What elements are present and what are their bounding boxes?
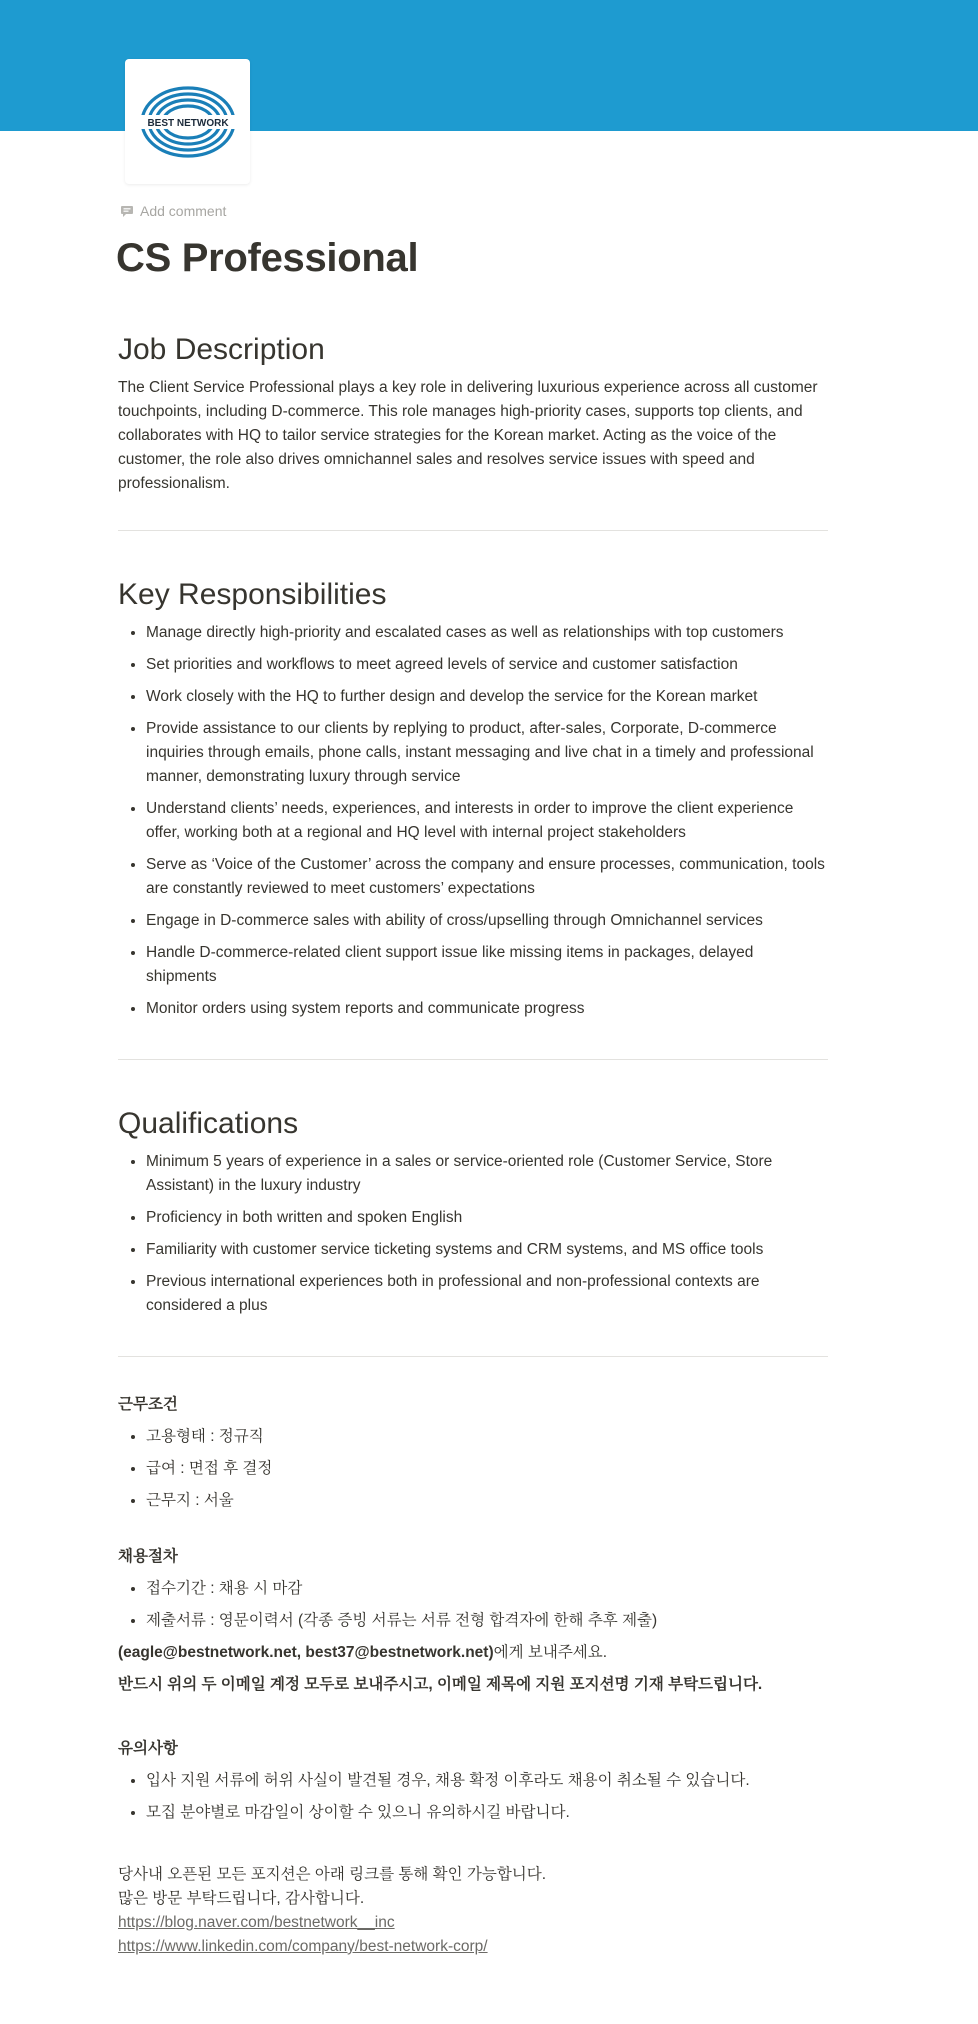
list-item: • Serve as ‘Voice of the Customer’ across the company and ensure processes, communication, tools are constantly reviewed to meet customers’ expectations [146,853,826,901]
responsibilities-section [118,577,826,1021]
process-section [118,1545,826,1697]
add-comment-label: Add comment [140,203,227,219]
footer-section [118,1863,826,1959]
qualifications-heading: Qualifications [118,1107,299,1140]
email-instruction [118,1641,826,1665]
logo-text: BEST NETWORK [146,117,229,129]
list-item: • Monitor orders using system reports and communicate progress [146,997,826,1021]
job-description-text: The Client Service Professional plays a key role in delivering luxurious experience across all customer touchpoints, including D-commerce. This role manages high-priority cases, supports top clients, and collaborates with HQ to tailor service strategies for the Korean market. Acting as the voice of the customer, the role also drives omnichannel sales and resolves service issues with speed and professionalism. [118,379,818,492]
list-item: • 입사 지원 서류에 허위 사실이 발견될 경우, 채용 확정 이후라도 채용이 취소될 수 있습니다. [146,1769,826,1793]
list-item: • Familiarity with customer service ticketing systems and CRM systems, and MS office tools [146,1238,826,1262]
qualifications-list [118,1150,826,1318]
add-comment-button[interactable] [120,203,226,219]
notes-heading: 유의사항 [118,1740,178,1757]
qualifications-section [118,1106,826,1318]
list-item: • Previous international experiences both in professional and non-professional contexts are considered a plus [146,1270,826,1318]
notes-list [118,1769,826,1825]
list-item: • 근무지 : 서울 [146,1489,826,1513]
company-logo [125,59,250,184]
notes-section [118,1737,826,1825]
job-description-heading: Job Description [118,333,325,366]
linkedin-link[interactable]: https://www.linkedin.com/company/best-network-corp/ [118,1938,488,1955]
footer-line-2: 많은 방문 부탁드립니다, 감사합니다. [118,1890,365,1907]
email-instruction-suffix: 에게 보내주세요. [493,1644,608,1661]
page-content [118,332,826,1959]
list-item: • Work closely with the HQ to further design and develop the service for the Korean market [146,685,826,709]
list-item: • Minimum 5 years of experience in a sales or service-oriented role (Customer Service, Store Assistant) in the luxury industry [146,1150,826,1198]
divider [118,1356,828,1357]
conditions-section [118,1393,826,1513]
list-item: • 제출서류 : 영문이력서 (각종 증빙 서류는 서류 전형 합격자에 한해 추후 제출) [146,1609,826,1633]
list-item: • 모집 분야별로 마감일이 상이할 수 있으니 유의하시길 바랍니다. [146,1801,826,1825]
list-item: • Engage in D-commerce sales with ability of cross/upselling through Omnichannel services [146,909,826,933]
email-notice: 반드시 위의 두 이메일 계정 모두로 보내주시고, 이메일 제목에 지원 포지션명 기재 부탁드립니다. [118,1676,763,1693]
footer-line-1: 당사내 오픈된 모든 포지션은 아래 링크를 통해 확인 가능합니다. [118,1866,547,1883]
responsibilities-heading: Key Responsibilities [118,578,387,611]
job-description-section [118,332,826,496]
list-item: • 접수기간 : 채용 시 마감 [146,1577,826,1601]
list-item: • Understand clients’ needs, experiences, and interests in order to improve the client experience offer, working both at a regional and HQ level with internal project stakeholders [146,797,826,845]
best-network-logo-icon [138,84,238,160]
list-item: • 고용형태 : 정규직 [146,1425,826,1449]
process-list [118,1577,826,1633]
list-item: • Provide assistance to our clients by replying to product, after-sales, Corporate, D-commerce inquiries through emails, phone calls, instant messaging and live chat in a timely and professional manner, demonstrating luxury through service [146,717,826,789]
process-heading: 채용절차 [118,1548,178,1565]
conditions-heading: 근무조건 [118,1396,178,1413]
list-item: • Proficiency in both written and spoken English [146,1206,826,1230]
page-title: CS Professional [116,236,419,280]
comment-icon [120,205,134,218]
list-item: • Manage directly high-priority and escalated cases as well as relationships with top customers [146,621,826,645]
naver-blog-link[interactable]: https://blog.naver.com/bestnetwork__inc [118,1914,395,1931]
list-item: • Handle D-commerce-related client support issue like missing items in packages, delayed shipments [146,941,826,989]
divider [118,530,828,531]
email-addresses: (eagle@bestnetwork.net, best37@bestnetwork.net) [118,1644,494,1661]
divider [118,1059,828,1060]
responsibilities-list [118,621,826,1021]
list-item: • Set priorities and workflows to meet agreed levels of service and customer satisfaction [146,653,826,677]
conditions-list [118,1425,826,1513]
list-item: • 급여 : 면접 후 결정 [146,1457,826,1481]
